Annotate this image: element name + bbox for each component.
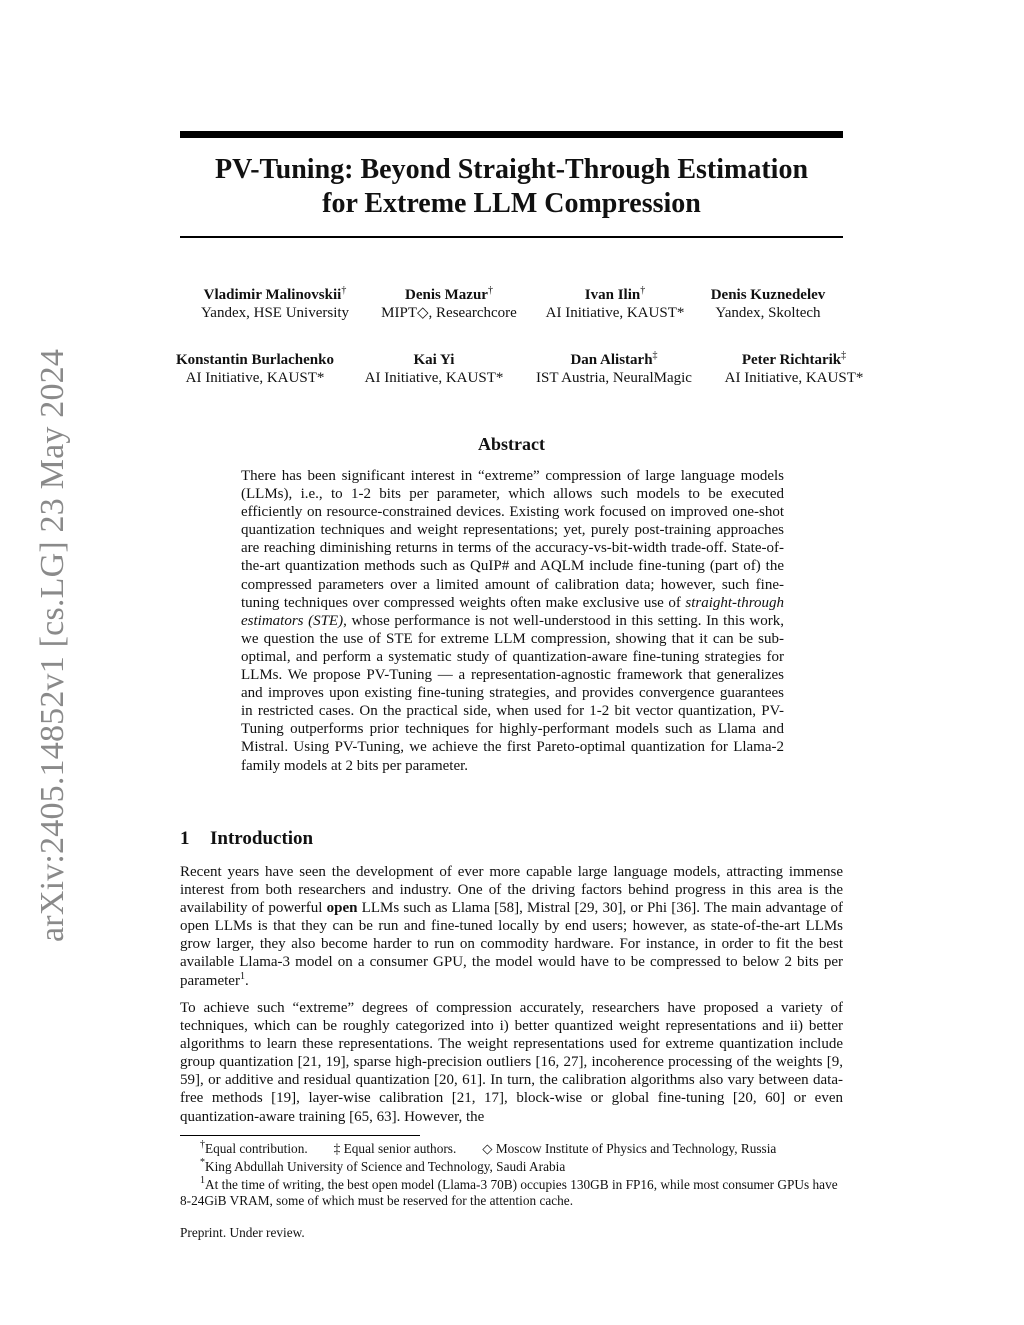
abstract-heading: Abstract (478, 434, 545, 454)
author-affiliation: AI Initiative, KAUST* (545, 305, 685, 321)
title-line-1: PV-Tuning: Beyond Straight-Through Estimation (214, 154, 809, 185)
author-mark: ‡ (841, 350, 847, 361)
section-title: Introduction (210, 828, 314, 849)
author-block (356, 351, 512, 387)
section-number: 1 (180, 828, 190, 849)
title-top-rule (180, 131, 843, 138)
footnote-text: King Abdullah University of Science and Technology, Saudi Arabia (205, 1159, 566, 1174)
preprint-note: Preprint. Under review. (180, 1225, 305, 1240)
footnote-mark: 1 (200, 1175, 205, 1186)
footnote-mark: * (200, 1157, 205, 1168)
paragraph-text: Recent years have seen the development of ever more capable large language models, attracting immense interest from both researchers and industry. One of the driving factors behind progress in this area is the availability of powerful (180, 864, 843, 917)
footnote-line (180, 1177, 843, 1209)
arxiv-identifier-stamp: arXiv:2405.14852v1 [cs.LG] 23 May 2024 (34, 348, 71, 942)
abstract-text (241, 467, 784, 775)
paragraph-text-end: . (244, 972, 249, 989)
title-line-2: for Extreme LLM Compression (322, 188, 701, 219)
footnote-text: ◇ Moscow Institute of Physics and Technology, Russia (482, 1141, 777, 1156)
author-affiliation: AI Initiative, KAUST* (724, 370, 864, 386)
footnote-rule (180, 1135, 420, 1136)
footnote-line (180, 1159, 843, 1175)
author-mark: † (341, 285, 347, 296)
author-name: Kai Yi (413, 352, 455, 368)
author-affiliation: Yandex, HSE University (200, 305, 350, 321)
author-name: Denis Mazur (405, 287, 488, 303)
author-affiliation: AI Initiative, KAUST* (364, 370, 504, 386)
abstract-text-part: , whose performance is not well-understood in this setting. In this work, we question the use of STE for extreme LLM compression, showing that it can be sub-optimal, and perform a systematic study of quantization-aware fine-tuning strategies for LLMs. We propose PV-Tuning — a representation-agnostic framework that generalizes and improves upon existing fine-tuning strategies, and provides convergence guarantees in restricted cases. On the practical side, when used for 1-2 bit vector quantization, PV-Tuning outperforms prior techniques for highly-performant models such as Llama and Mistral. Using PV-Tuning, we achieve the first Pareto-optimal quantization for Llama-2 family models at 2 bits per parameter. (241, 612, 784, 774)
footnote-reference: 1 (239, 970, 245, 982)
author-block (534, 286, 696, 322)
abstract-text-part: There has been significant interest in “extreme” compression of large language models (LLMs), i.e., to 1-2 bits per parameter, which allows such models to be executed efficiently on resource-constrained devices. Existing work focused on improved one-shot quantization techniques and weight representations; yet, purely post-training approaches are reaching diminishing returns in terms of the accuracy-vs-bit-width trade-off. State-of-the-art quantization methods such as QuIP# and AQLM include fine-tuning (part of) the compressed parameters over a limited amount of calibration data; however, such fine-tuning techniques over compressed weights often make exclusive use of (241, 468, 784, 611)
author-mark: ‡ (652, 350, 658, 361)
author-block (700, 286, 836, 322)
author-name: Ivan Ilin (584, 287, 641, 303)
abstract-emphasis: straight-through estimators (STE) (241, 594, 784, 629)
footnote-text: Equal contribution. (205, 1141, 308, 1156)
author-name: Denis Kuznedelev (710, 287, 826, 303)
body-paragraph: To achieve such “extreme” degrees of compression accurately, researchers have proposed a variety of techniques, which can be roughly categorized into i) better quantized weight representations and ii) better algorithms to learn these representations. The weight representations used for extreme quantization include group quantization [21, 19], sparse high-precision outliers [16, 27], incoherence processing of the weights [9, 59], or additive and residual quantization [20, 61]. In turn, the calibration algorithms also vary between data-free methods [19], layer-wise calibration [21, 17], block-wise or global fine-tuning [20, 60] or even quantization-aware training [65, 63]. However, the (180, 1000, 843, 1125)
title-bottom-rule (180, 236, 843, 238)
paper-title (180, 153, 843, 221)
author-name: Vladimir Malinovskii (203, 287, 342, 303)
author-mark: † (640, 285, 646, 296)
footnote-mark: † (200, 1139, 205, 1150)
paragraph-bold-word: open (326, 900, 358, 917)
author-affiliation: MIPT◇, Researchcore (381, 305, 517, 321)
author-name: Peter Richtarik (741, 352, 842, 368)
author-mark: † (487, 285, 493, 296)
body-paragraph (180, 863, 843, 990)
section-heading (180, 828, 313, 850)
author-block (714, 351, 874, 387)
author-name: Konstantin Burlachenko (176, 352, 334, 368)
paragraph-text: LLMs such as Llama [58], Mistral [29, 30], or Phi [36]. The main advantage of open LLMs is that they can be run and fine-tuned locally by end users; however, as state-of-the-art LLMs grow larger, they also become harder to run on commodity hardware. For instance, in order to fit the best available Llama-3 model on a consumer GPU, the model would have to be compressed to below 2 bits per parameter (180, 900, 843, 989)
author-affiliation: Yandex, Skoltech (715, 305, 821, 321)
author-block (370, 286, 528, 322)
footnote-text: ‡ Equal senior authors. (333, 1141, 457, 1156)
footnote-line (180, 1141, 843, 1157)
footnote-text: At the time of writing, the best open model (Llama-3 70B) occupies 130GB in FP16, while most consumer GPUs have 8-24GiB VRAM, some of which must be reserved for the attention cache. (180, 1177, 838, 1208)
author-affiliation: IST Austria, NeuralMagic (536, 370, 692, 386)
author-name: Dan Alistarh (570, 352, 653, 368)
author-block (188, 286, 362, 322)
author-affiliation: AI Initiative, KAUST* (185, 370, 325, 386)
author-block (520, 351, 708, 387)
author-block (162, 351, 348, 387)
